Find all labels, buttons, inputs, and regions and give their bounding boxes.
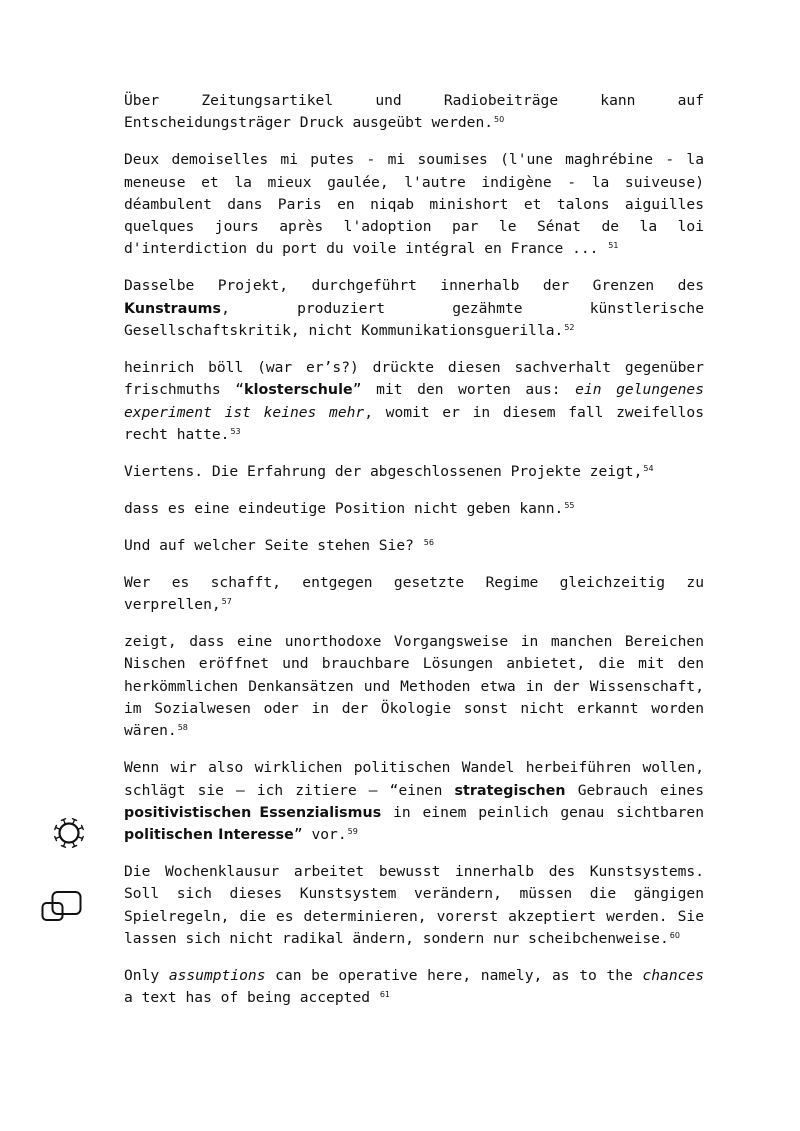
text-segment: Only xyxy=(124,967,169,985)
text-segment: Über Zeitungsartikel und Radiobeiträge kann auf Entscheidungsträger Druck ausgeübt werden. xyxy=(124,92,704,132)
footnote-marker[interactable]: 58 xyxy=(177,723,188,733)
bold-term: klosterschule xyxy=(244,382,353,399)
text-segment: a text has of being accepted xyxy=(124,989,379,1007)
bold-term: positivistischen Essenzialismus xyxy=(124,804,382,821)
text-segment: zeigt, dass eine unorthodoxe Vorgangsweise in manchen Bereichen Nischen eröffnet und brauchbare Lösungen anbietet, die mit den herkömmlichen Denkansätzen und Methoden etwa in der Wissenschaft, im Sozialwesen oder in der Ökologie sonst nicht erkannt worden wären. xyxy=(124,633,704,740)
text-segment: ” mit den worten aus: xyxy=(352,381,576,399)
italic-term: chances xyxy=(642,967,704,985)
footnote-marker[interactable]: 55 xyxy=(564,500,575,510)
paragraph xyxy=(124,965,704,1010)
text-segment: can be operative here, namely, as to the xyxy=(265,967,643,985)
footnote-marker[interactable]: 53 xyxy=(230,426,241,436)
footnote-marker[interactable]: 61 xyxy=(379,990,390,1000)
text-segment: Die Wochenklausur arbeitet bewusst innerhalb des Kunstsystems. Soll sich dieses Kunstsystem verändern, müssen die gängigen Spielregeln, die es determinieren, vorerst akzeptiert werden. Sie lassen sich nicht radikal ändern, sondern nur scheibchenweise. xyxy=(124,863,704,948)
footnote-marker[interactable]: 50 xyxy=(494,115,505,125)
paragraph xyxy=(124,861,704,950)
text-segment: Viertens. Die Erfahrung der abgeschlossenen Projekte zeigt, xyxy=(124,462,643,480)
text-segment: heinrich böll (war er’s?) drückte diesen sachverhalt gegenüber frischmuths “ xyxy=(124,359,704,399)
text-column xyxy=(124,90,704,1024)
paragraph xyxy=(124,275,704,342)
text-segment: Deux demoiselles mi putes - mi soumises (l'une maghrébine - la meneuse et la mieux gaulée, l'autre indigène - la suiveuse) déambulent dans Paris en niqab minishort et talons aiguilles quelques jours après l'adoption par le Sénat de la loi d'interdiction du port du voile intégral en France ... xyxy=(124,151,704,258)
text-segment: Und auf welcher Seite stehen Sie? xyxy=(124,536,423,554)
paragraph xyxy=(124,461,704,483)
footnote-marker[interactable]: 51 xyxy=(608,241,619,251)
text-segment: ” vor. xyxy=(293,826,347,844)
paragraph xyxy=(124,149,704,260)
paragraph xyxy=(124,357,704,446)
footnote-marker[interactable]: 54 xyxy=(643,463,654,473)
paragraph xyxy=(124,90,704,135)
italic-quote: ein gelungenes experiment ist keines mehr xyxy=(124,381,704,421)
footnote-marker[interactable]: 60 xyxy=(669,931,680,941)
bold-term: politischen Interesse xyxy=(124,827,294,844)
bold-term: strategischen xyxy=(454,782,566,799)
paragraph xyxy=(124,498,704,520)
text-segment: Wer es schafft, entgegen gesetzte Regime gleichzeitig zu verprellen, xyxy=(124,573,704,614)
footnote-marker[interactable]: 59 xyxy=(347,827,358,837)
paragraph xyxy=(124,572,704,617)
text-segment: Gebrauch eines xyxy=(565,781,704,799)
overlapping-squares-icon[interactable] xyxy=(40,889,84,923)
footnote-marker[interactable]: 52 xyxy=(564,323,575,333)
paragraph xyxy=(124,631,704,742)
bold-term: Kunstraums xyxy=(124,300,222,317)
text-segment: Dasselbe Projekt, durchgeführt innerhalb der Grenzen des xyxy=(124,277,704,295)
paragraph xyxy=(124,535,704,557)
text-segment: Wenn wir also wirklichen politischen Wandel herbeiführen wollen, schlägt sie – ich zitiere – “einen xyxy=(124,759,704,799)
text-segment: , womit er in diesem fall zweifellos recht hatte. xyxy=(124,403,704,443)
virus-icon[interactable] xyxy=(51,815,87,851)
paragraph xyxy=(124,757,704,846)
text-segment: in einem peinlich genau sichtbaren xyxy=(381,803,704,821)
footnote-marker[interactable]: 56 xyxy=(423,537,434,547)
text-segment: , produziert gezähmte künstlerische Gesellschaftskritik, nicht Kommunikationsguerilla. xyxy=(124,299,704,340)
italic-term: assumptions xyxy=(168,967,266,985)
footnote-marker[interactable]: 57 xyxy=(221,597,232,607)
text-segment: dass es eine eindeutige Position nicht geben kann. xyxy=(124,499,564,517)
